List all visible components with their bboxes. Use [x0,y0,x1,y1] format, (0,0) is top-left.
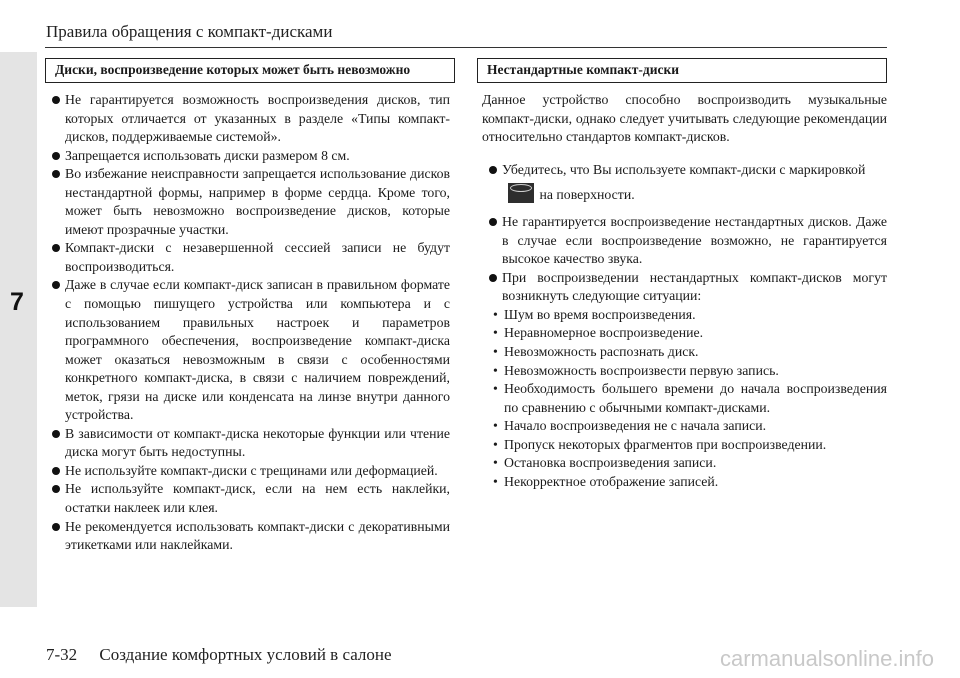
page-footer [46,645,392,665]
bullet-icon [52,170,60,178]
watermark: carmanualsonline.info [719,646,934,671]
list-item: Даже в случае если компакт-диск записан в правильном формате с помощью пишущего устройства или компьютера и с использованием правильных настроек и параметров программного обеспечения, воспроизведение компакт-диска может оказаться невозможным в связи с особенностями конкретного компакт-диска, в связи с наличием повреждений, меток, грязи на диске или конденсата на линзе внутри данного устройства. [51,276,450,424]
compact-disc-logo-icon [508,183,534,203]
left-heading-text: Диски, воспроизведение которых может быть невозможно [55,62,411,77]
footer-section-title: Создание комфортных условий в салоне [99,645,392,664]
chapter-side-tab [0,52,37,607]
bullet-icon [52,467,60,475]
sub-list-item: • Остановка воспроизведения записи. [493,455,717,471]
sub-list-item: • Необходимость большего времени до начала воспроизведения по сравнению с обычными компакт-дисками. [493,381,887,415]
intro-paragraph: Данное устройство способно воспроизводить музыкальные компакт-диски, однако следует учитывать следующие рекомендации относительно стандартов компакт-дисков. [482,92,887,145]
left-column [51,91,450,555]
bullet-icon [52,485,60,493]
chapter-number: 7 [10,288,24,316]
sub-list-item: • Неравномерное воспроизведение. [493,325,704,341]
list-item: Компакт-диски с незавершенной сессией записи не будут воспроизводиться. [51,239,450,276]
right-column [482,91,887,491]
bullet-icon [52,430,60,438]
disc-logo-caption: на поверхности. [539,187,635,203]
list-item: При воспроизведении нестандартных компакт-дисков могут возникнуть следующие ситуации: [488,269,887,306]
sub-list-item: • Шум во время воспроизведения. [493,306,696,322]
bullet-icon [489,274,497,282]
list-item: Не гарантируется возможность воспроизведения дисков, тип которых отличается от указанных в разделе «Типы компакт-дисков, поддерживаемые системой». [51,91,450,147]
sub-list-item: • Невозможность воспроизвести первую запись. [493,362,779,378]
list-item: Запрещается использовать диски размером 8 см. [51,147,450,166]
bullet-icon [489,166,497,174]
right-section-heading [477,58,887,83]
bullet-icon [52,523,60,531]
list-item: Не используйте компакт-диски с трещинами или деформацией. [51,462,450,481]
bullet-icon [52,152,60,160]
bullet-icon [52,281,60,289]
list-item: Не гарантируется воспроизведение нестандартных дисков. Даже в случае если воспроизведение возможно, не гарантируется высокое качество звука. [488,213,887,269]
list-item: Убедитесь, что Вы используете компакт-диски с маркировкой [488,161,887,180]
bullet-icon [489,218,497,226]
bullet-icon [52,244,60,252]
list-item: Не рекомендуется использовать компакт-диски с декоративными этикетками или наклейками. [51,518,450,555]
header-divider [45,47,887,48]
sub-list-item: • Некорректное отображение записей. [493,473,719,489]
list-item: В зависимости от компакт-диска некоторые функции или чтение диска могут быть недоступны. [51,425,450,462]
disc-logo-line [488,183,887,213]
sub-list-item: • Пропуск некоторых фрагментов при воспроизведении. [493,436,827,452]
right-heading-text: Нестандартные компакт-диски [487,62,680,77]
list-item: Во избежание неисправности запрещается использование дисков нестандартной формы, например в форме сердца. Кроме того, может быть невозможно воспроизведение дисков, которые имеют прозрачные участки. [51,165,450,239]
list-item: Не используйте компакт-диск, если на нем есть наклейки, остатки наклеек или клея. [51,480,450,517]
page-number: 7-32 [46,645,78,664]
left-section-heading [45,58,455,83]
sub-list-item: • Начало воспроизведения не с начала записи. [493,418,767,434]
bullet-icon [52,96,60,104]
sub-list-item: • Невозможность распознать диск. [493,344,699,360]
page-header-title: Правила обращения с компакт-дисками [46,22,333,41]
